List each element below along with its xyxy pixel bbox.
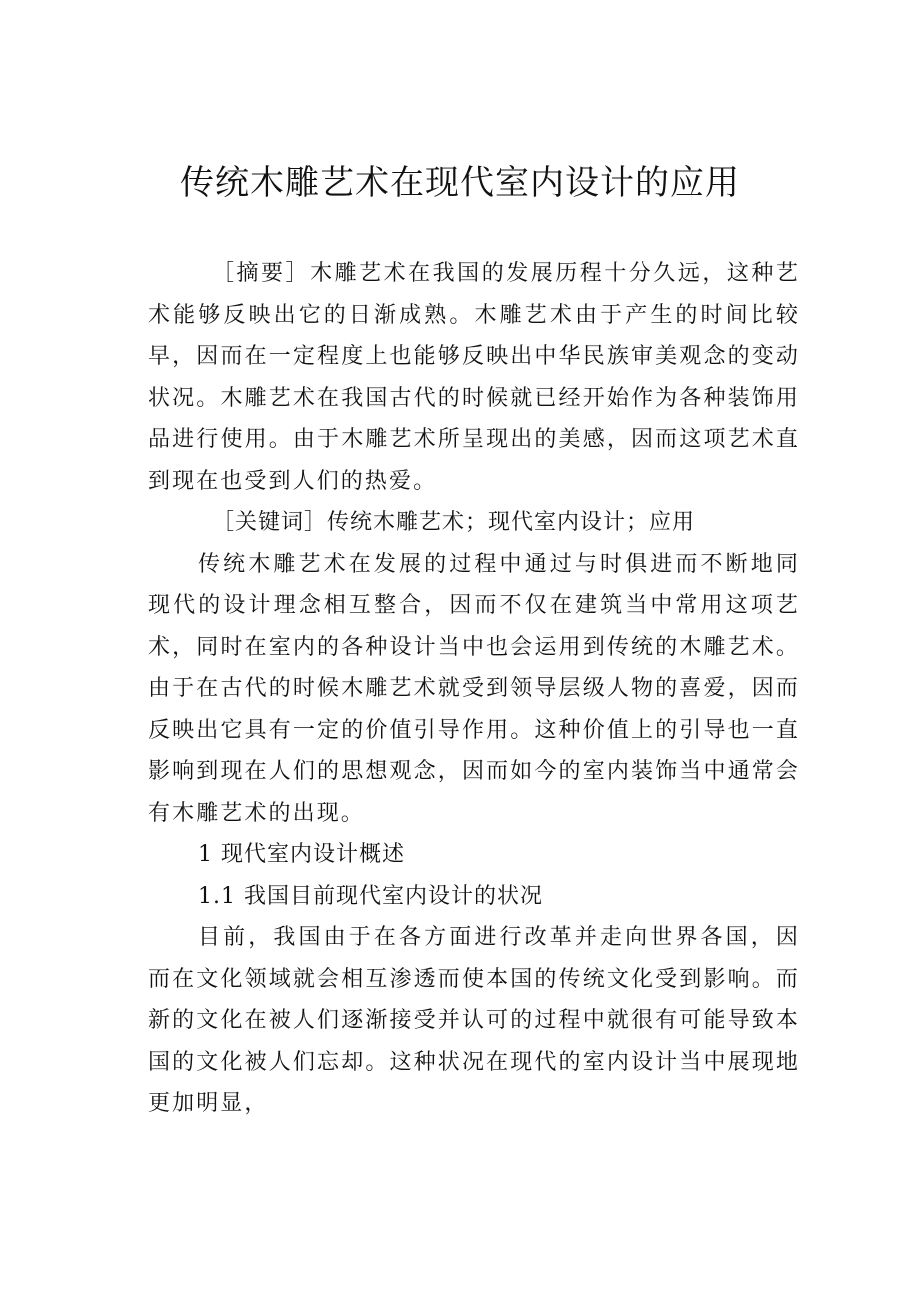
intro-paragraph: 传统木雕艺术在发展的过程中通过与时俱进而不断地同现代的设计理念相互整合，因而不仅在建筑当中常用这项艺术，同时在室内的各种设计当中也会运用到传统的木雕艺术。由于在古代的时候木雕艺术就受到领导层级人物的喜爱，因而反映出它具有一定的价值引导作用。这种价值上的引导也一直影响到现在人们的思想观念，因而如今的室内装饰当中通常会有木雕艺术的出现。 — [148, 551, 800, 826]
section-1-heading: 1 现代室内设计概述 — [198, 842, 405, 867]
section-1-1-heading: 1.1 我国目前现代室内设计的状况 — [198, 883, 543, 909]
document-body — [148, 253, 800, 1125]
document-title: 传统木雕艺术在现代室内设计的应用 — [180, 163, 740, 203]
section-1-1-paragraph: 目前，我国由于在各方面进行改革并走向世界各国，因而在文化领域就会相互渗透而使本国的传统文化受到影响。而新的文化在被人们逐渐接受并认可的过程中就很有可能导致本国的文化被人们忘却。这种状况在现代的室内设计当中展现地更加明显， — [148, 925, 800, 1116]
abstract-paragraph: ［摘要］木雕艺术在我国的发展历程十分久远，这种艺术能够反映出它的日渐成熟。木雕艺术由于产生的时间比较早，因而在一定程度上也能够反映出中华民族审美观念的变动状况。木雕艺术在我国古代的时候就已经开始作为各种装饰用品进行使用。由于木雕艺术所呈现出的美感，因而这项艺术直到现在也受到人们的热爱。 — [148, 261, 800, 494]
keywords-line: ［关键词］传统木雕艺术；现代室内设计；应用 — [212, 510, 696, 535]
